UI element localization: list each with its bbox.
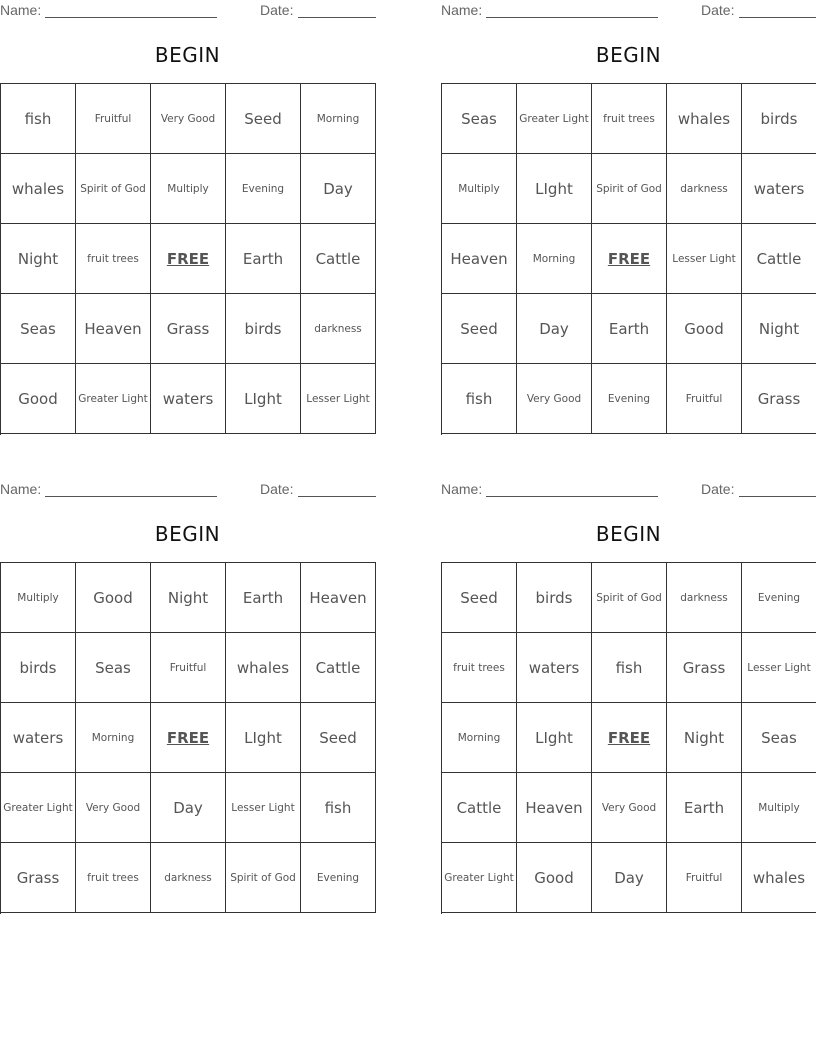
date-label: Date:: [701, 481, 735, 497]
bingo-cell[interactable]: whales: [667, 84, 742, 154]
bingo-card: [441, 479, 816, 914]
bingo-cell[interactable]: Night: [742, 294, 816, 364]
bingo-cell[interactable]: Seed: [301, 703, 376, 773]
name-label: Name:: [0, 481, 42, 497]
bingo-cell[interactable]: Very Good: [151, 84, 226, 154]
bingo-cell[interactable]: Greater Light: [76, 364, 151, 434]
card-header: [441, 481, 816, 499]
bingo-cell[interactable]: Spirit of God: [592, 154, 667, 224]
bingo-cell[interactable]: Greater Light: [442, 843, 517, 913]
bingo-cell[interactable]: Multiply: [742, 773, 816, 843]
bingo-cell[interactable]: Lesser Light: [742, 633, 816, 703]
bingo-cell[interactable]: birds: [742, 84, 816, 154]
bingo-cell[interactable]: Heaven: [517, 773, 592, 843]
bingo-cell[interactable]: Seas: [742, 703, 816, 773]
bingo-cell[interactable]: fruit trees: [592, 84, 667, 154]
free-space[interactable]: FREE: [151, 703, 226, 773]
bingo-cell[interactable]: LIght: [226, 364, 301, 434]
bingo-cell[interactable]: Evening: [226, 154, 301, 224]
bingo-cell[interactable]: Seas: [76, 633, 151, 703]
bingo-cell[interactable]: Grass: [1, 843, 76, 913]
bingo-cell[interactable]: Morning: [76, 703, 151, 773]
name-label: Name:: [441, 481, 483, 497]
bingo-cell[interactable]: Cattle: [442, 773, 517, 843]
bingo-card: [0, 0, 375, 435]
bingo-cell[interactable]: Grass: [151, 294, 226, 364]
name-label: Name:: [0, 2, 42, 18]
bingo-cell[interactable]: fish: [442, 364, 517, 434]
bingo-card: [0, 479, 375, 914]
bingo-cell[interactable]: Grass: [742, 364, 816, 434]
bingo-cell[interactable]: LIght: [517, 703, 592, 773]
bingo-cell[interactable]: Earth: [592, 294, 667, 364]
free-space[interactable]: FREE: [592, 703, 667, 773]
bingo-cell[interactable]: Very Good: [76, 773, 151, 843]
bingo-cell[interactable]: Heaven: [76, 294, 151, 364]
bingo-cell[interactable]: Day: [517, 294, 592, 364]
bingo-cell[interactable]: Spirit of God: [226, 843, 301, 913]
bingo-cell[interactable]: Seed: [442, 294, 517, 364]
bingo-cell[interactable]: darkness: [301, 294, 376, 364]
name-field[interactable]: [486, 496, 658, 497]
bingo-cell[interactable]: Seed: [442, 563, 517, 633]
bingo-cell[interactable]: waters: [742, 154, 816, 224]
bingo-cell[interactable]: Good: [667, 294, 742, 364]
bingo-cell[interactable]: Good: [517, 843, 592, 913]
bingo-cell[interactable]: Very Good: [517, 364, 592, 434]
bingo-cell[interactable]: Fruitful: [76, 84, 151, 154]
card-header: [0, 2, 376, 20]
date-field[interactable]: [739, 496, 816, 497]
bingo-cell[interactable]: Multiply: [442, 154, 517, 224]
free-space[interactable]: FREE: [151, 224, 226, 294]
bingo-cell[interactable]: Fruitful: [667, 843, 742, 913]
bingo-cell[interactable]: Heaven: [301, 563, 376, 633]
card-title: BEGIN: [154, 43, 221, 67]
bingo-grid: [441, 83, 816, 435]
card-title: BEGIN: [154, 522, 221, 546]
bingo-cell[interactable]: Evening: [301, 843, 376, 913]
bingo-grid: [441, 562, 816, 914]
bingo-cell[interactable]: Cattle: [301, 633, 376, 703]
bingo-cell[interactable]: Morning: [301, 84, 376, 154]
date-field[interactable]: [298, 496, 376, 497]
bingo-cell[interactable]: Earth: [667, 773, 742, 843]
bingo-cell[interactable]: Seed: [226, 84, 301, 154]
name-field[interactable]: [486, 17, 658, 18]
bingo-cell[interactable]: Earth: [226, 563, 301, 633]
bingo-cell[interactable]: waters: [151, 364, 226, 434]
card-header: [0, 481, 376, 499]
date-field[interactable]: [298, 17, 376, 18]
bingo-cell[interactable]: birds: [226, 294, 301, 364]
bingo-cell[interactable]: Spirit of God: [592, 563, 667, 633]
free-space[interactable]: FREE: [592, 224, 667, 294]
bingo-cell[interactable]: Cattle: [742, 224, 816, 294]
card-title: BEGIN: [595, 522, 662, 546]
date-label: Date:: [260, 2, 294, 18]
bingo-cell[interactable]: Evening: [742, 563, 816, 633]
bingo-cell[interactable]: Evening: [592, 364, 667, 434]
bingo-cell[interactable]: fruit trees: [76, 843, 151, 913]
date-field[interactable]: [739, 17, 816, 18]
bingo-cell[interactable]: Grass: [667, 633, 742, 703]
bingo-cell[interactable]: Morning: [517, 224, 592, 294]
bingo-cell[interactable]: Seas: [1, 294, 76, 364]
bingo-card: [441, 0, 816, 435]
bingo-cell[interactable]: waters: [1, 703, 76, 773]
bingo-cell[interactable]: Fruitful: [151, 633, 226, 703]
bingo-cell[interactable]: birds: [1, 633, 76, 703]
bingo-cell[interactable]: LIght: [517, 154, 592, 224]
bingo-cell[interactable]: Lesser Light: [301, 364, 376, 434]
bingo-cell[interactable]: whales: [1, 154, 76, 224]
bingo-cell[interactable]: fruit trees: [76, 224, 151, 294]
bingo-cell[interactable]: fish: [592, 633, 667, 703]
bingo-cell[interactable]: Morning: [442, 703, 517, 773]
bingo-cell[interactable]: darkness: [667, 563, 742, 633]
date-label: Date:: [701, 2, 735, 18]
bingo-cell[interactable]: darkness: [151, 843, 226, 913]
bingo-cell[interactable]: Night: [667, 703, 742, 773]
card-header: [441, 2, 816, 20]
bingo-cell[interactable]: Earth: [226, 224, 301, 294]
bingo-cell[interactable]: whales: [226, 633, 301, 703]
name-field[interactable]: [45, 496, 217, 497]
bingo-cell[interactable]: Spirit of God: [76, 154, 151, 224]
name-label: Name:: [441, 2, 483, 18]
bingo-cell[interactable]: Multiply: [151, 154, 226, 224]
card-title: BEGIN: [595, 43, 662, 67]
bingo-cell[interactable]: Lesser Light: [226, 773, 301, 843]
bingo-cell[interactable]: Multiply: [1, 563, 76, 633]
bingo-cell[interactable]: Lesser Light: [667, 224, 742, 294]
bingo-cell[interactable]: Good: [1, 364, 76, 434]
bingo-cell[interactable]: Heaven: [442, 224, 517, 294]
bingo-cell[interactable]: Night: [1, 224, 76, 294]
bingo-cell[interactable]: Seas: [442, 84, 517, 154]
bingo-cell[interactable]: Cattle: [301, 224, 376, 294]
name-field[interactable]: [45, 17, 217, 18]
bingo-cell[interactable]: fish: [1, 84, 76, 154]
bingo-cell[interactable]: LIght: [226, 703, 301, 773]
bingo-grid: [0, 83, 376, 435]
date-label: Date:: [260, 481, 294, 497]
bingo-cell[interactable]: Day: [592, 843, 667, 913]
bingo-cell[interactable]: Greater Light: [1, 773, 76, 843]
bingo-cell[interactable]: Day: [301, 154, 376, 224]
bingo-cell[interactable]: Night: [151, 563, 226, 633]
bingo-cell[interactable]: waters: [517, 633, 592, 703]
bingo-cell[interactable]: fish: [301, 773, 376, 843]
bingo-cell[interactable]: Very Good: [592, 773, 667, 843]
bingo-cell[interactable]: Fruitful: [667, 364, 742, 434]
bingo-cell[interactable]: fruit trees: [442, 633, 517, 703]
bingo-cell[interactable]: Day: [151, 773, 226, 843]
bingo-grid: [0, 562, 376, 914]
bingo-cell[interactable]: Good: [76, 563, 151, 633]
bingo-cell[interactable]: birds: [517, 563, 592, 633]
bingo-cell[interactable]: Greater Light: [517, 84, 592, 154]
bingo-cell[interactable]: whales: [742, 843, 816, 913]
bingo-cell[interactable]: darkness: [667, 154, 742, 224]
